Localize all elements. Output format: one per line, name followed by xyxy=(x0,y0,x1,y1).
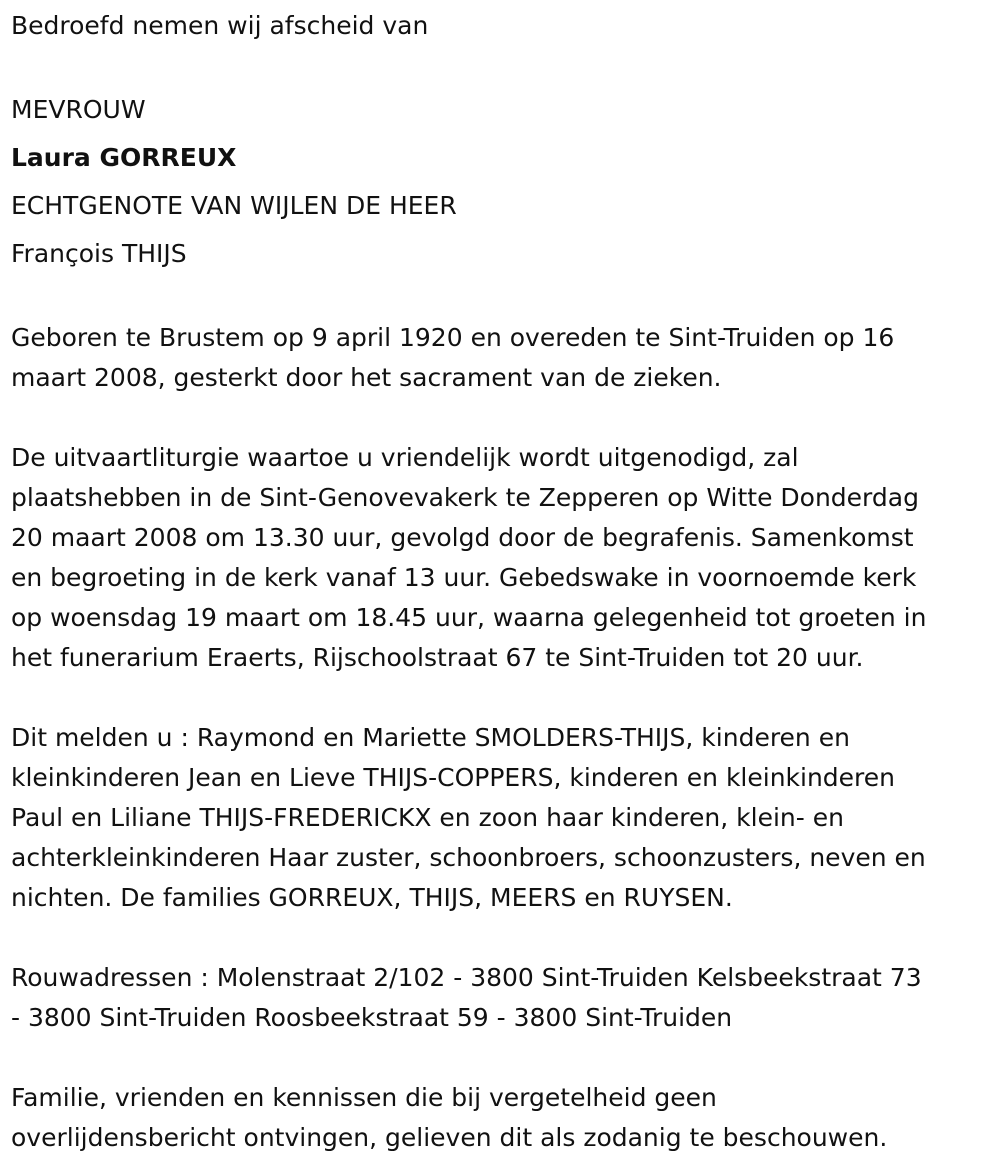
paragraph-line: Familie, vrienden en kennissen die bij vergetelheid geen xyxy=(11,1083,717,1112)
paragraph-line: Dit melden u : Raymond en Mariette SMOLDERS-THIJS, kinderen en xyxy=(11,723,850,752)
paragraph-line: - 3800 Sint-Truiden Roosbeekstraat 59 - 3800 Sint-Truiden xyxy=(11,1003,733,1032)
paragraph-line: op woensdag 19 maart om 18.45 uur, waarna gelegenheid tot groeten in xyxy=(11,603,927,632)
paragraph-line: achterkleinkinderen Haar zuster, schoonbroers, schoonzusters, neven en xyxy=(11,843,926,872)
paragraph-line: 20 maart 2008 om 13.30 uur, gevolgd door de begrafenis. Samenkomst xyxy=(11,523,914,552)
spacer xyxy=(11,678,991,718)
spouse-line: ECHTGENOTE VAN WIJLEN DE HEER xyxy=(11,191,457,220)
spacer xyxy=(11,46,991,86)
intro-text: Bedroefd nemen wij afscheid van xyxy=(11,11,429,40)
paragraph-line: en begroeting in de kerk vanaf 13 uur. Gebedswake in voornoemde kerk xyxy=(11,563,917,592)
spouse-name: François THIJS xyxy=(11,239,187,268)
spacer xyxy=(11,918,991,958)
liturgy-paragraph xyxy=(11,438,991,678)
deceased-name: Laura GORREUX xyxy=(11,143,237,172)
paragraph-line: het funerarium Eraerts, Rijschoolstraat 67 te Sint-Truiden tot 20 uur. xyxy=(11,643,864,672)
closing-paragraph xyxy=(11,1078,991,1158)
paragraph-line: plaatshebben in de Sint-Genovevakerk te Zepperen op Witte Donderdag xyxy=(11,483,919,512)
paragraph-line: overlijdensbericht ontvingen, gelieven dit als zodanig te beschouwen. xyxy=(11,1123,888,1152)
spacer xyxy=(11,398,991,438)
paragraph-line: De uitvaartliturgie waartoe u vriendelijk wordt uitgenodigd, zal xyxy=(11,443,799,472)
announcers-paragraph xyxy=(11,718,991,918)
birth-death-paragraph xyxy=(11,318,991,398)
paragraph-line: Paul en Liliane THIJS-FREDERICKX en zoon haar kinderen, klein- en xyxy=(11,803,844,832)
paragraph-line: Rouwadressen : Molenstraat 2/102 - 3800 Sint-Truiden Kelsbeekstraat 73 xyxy=(11,963,922,992)
paragraph-line: kleinkinderen Jean en Lieve THIJS-COPPERS, kinderen en kleinkinderen xyxy=(11,763,896,792)
paragraph-line: maart 2008, gesterkt door het sacrament van de zieken. xyxy=(11,363,722,392)
addresses-paragraph xyxy=(11,958,991,1038)
deceased-header xyxy=(11,86,991,278)
paragraph-line: Geboren te Brustem op 9 april 1920 en overeden te Sint-Truiden op 16 xyxy=(11,323,895,352)
obituary-document xyxy=(11,6,991,1158)
spacer xyxy=(11,278,991,318)
title-prefix: MEVROUW xyxy=(11,95,146,124)
spacer xyxy=(11,1038,991,1078)
paragraph-line: nichten. De families GORREUX, THIJS, MEERS en RUYSEN. xyxy=(11,883,733,912)
